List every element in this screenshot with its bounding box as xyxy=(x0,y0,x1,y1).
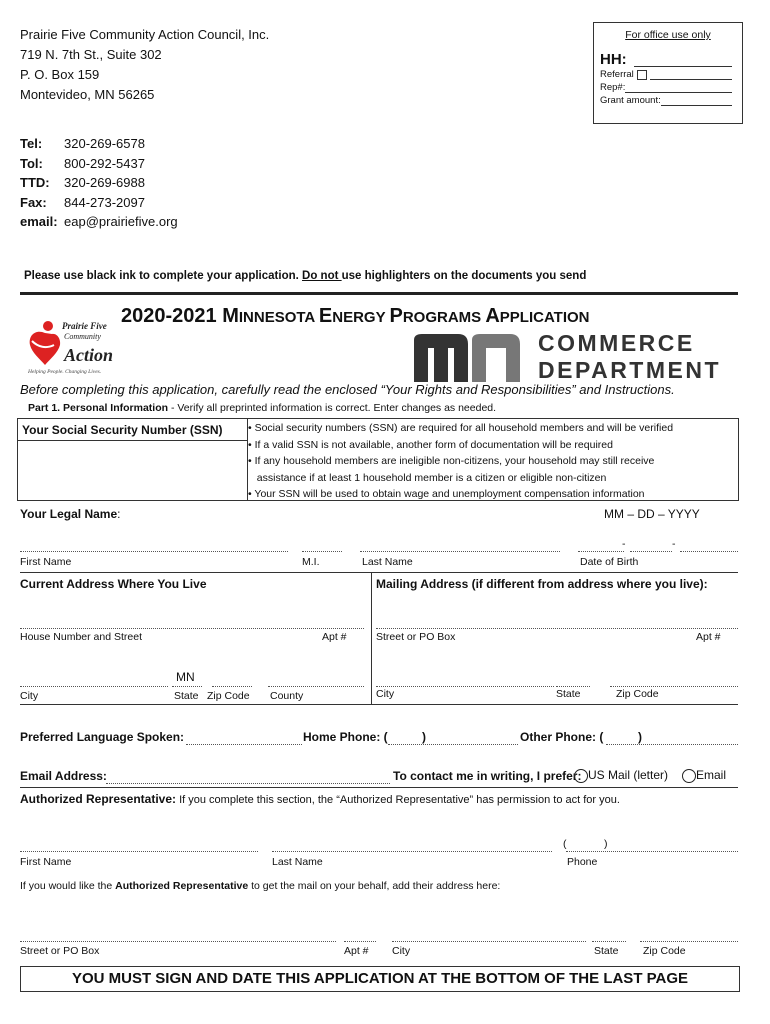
before-completing-text: Before completing this application, carefully read the enclosed “Your Rights and Responsibilities” and Instructions. xyxy=(20,382,675,397)
org-address-line1: 719 N. 7th St., Suite 302 xyxy=(20,47,162,62)
logo-line1: Prairie Five xyxy=(62,321,107,331)
ssn-bullets xyxy=(248,420,673,503)
rep-zip-input[interactable] xyxy=(640,941,738,942)
house-street-input[interactable] xyxy=(20,628,364,629)
header-rule xyxy=(20,292,738,295)
house-street-label: House Number and Street xyxy=(20,631,142,643)
ink-notice: Please use black ink to complete your application. Do not use highlighters on the documents you send xyxy=(24,270,587,282)
email-input[interactable] xyxy=(106,783,390,784)
first-name-input[interactable] xyxy=(20,551,288,552)
us-mail-option[interactable] xyxy=(574,768,668,783)
commerce-department-logo xyxy=(538,330,721,384)
legal-name-label: Your Legal Name: xyxy=(20,507,121,521)
language-label: Preferred Language Spoken: xyxy=(20,730,185,744)
rep-zip-label: Zip Code xyxy=(643,945,686,957)
dob-day-input[interactable] xyxy=(630,551,672,552)
commerce-line1: COMMERCE xyxy=(538,330,695,356)
rep-phone-input[interactable] xyxy=(566,851,738,852)
org-name: Prairie Five Community Action Council, Inc. xyxy=(20,27,270,42)
rep-city-label: City xyxy=(392,945,411,957)
contact-label: email: xyxy=(20,214,58,229)
street-po-label: Street or PO Box xyxy=(376,631,456,643)
home-phone-close: ) xyxy=(422,730,426,744)
rep-last-name-input[interactable] xyxy=(272,851,552,852)
contact-row xyxy=(20,134,178,154)
contact-value: 844-273-2097 xyxy=(64,194,145,210)
ssn-bullet: • Your SSN will be used to obtain wage and unemployment compensation information xyxy=(248,488,645,500)
contact-row xyxy=(20,173,178,193)
us-mail-label: US Mail (letter) xyxy=(588,768,669,782)
office-hh-line xyxy=(634,66,732,67)
dob-label: Date of Birth xyxy=(580,556,639,568)
office-rep: Rep#: xyxy=(600,82,742,93)
ssn-bullet: assistance if at least 1 household member is a citizen or eligible non-citizen xyxy=(256,471,607,484)
ssn-bullet: • If a valid SSN is not available, another form of documentation will be required xyxy=(248,438,613,451)
dob-dash: - xyxy=(672,538,676,550)
contact-value: 800-292-5437 xyxy=(64,155,145,171)
org-address-line2: P. O. Box 159 xyxy=(20,67,100,82)
email-label: Email Address: xyxy=(20,769,107,783)
zip-input[interactable] xyxy=(212,686,252,687)
mailing-apt-label: Apt # xyxy=(696,631,721,643)
first-name-label: First Name xyxy=(20,556,72,568)
referral-checkbox[interactable] xyxy=(637,70,647,80)
language-input[interactable] xyxy=(186,744,302,745)
office-grant: Grant amount: xyxy=(600,95,742,106)
logo-line3: Action xyxy=(64,345,114,365)
zip-label: Zip Code xyxy=(207,690,250,702)
mi-label: M.I. xyxy=(302,556,320,568)
rep-state-input[interactable] xyxy=(592,941,626,942)
org-address xyxy=(20,25,269,105)
other-phone-close: ) xyxy=(638,730,642,744)
contact-value: 320-269-6578 xyxy=(64,136,145,151)
ssn-label: Your Social Security Number (SSN) xyxy=(18,419,247,441)
rep-apt-input[interactable] xyxy=(344,941,376,942)
mailing-city-label: City xyxy=(376,688,395,700)
rep-mail-text: If you would like the Authorized Representative to get the mail on your behalf, add their address here: xyxy=(20,880,501,892)
org-city: Montevideo, MN 56265 xyxy=(20,87,155,102)
rep-phone-open: ( xyxy=(563,838,567,850)
contact-value: 320-269-6988 xyxy=(64,175,145,190)
mi-input[interactable] xyxy=(302,551,342,552)
rep-city-input[interactable] xyxy=(392,941,586,942)
mailing-street-input[interactable] xyxy=(376,628,738,629)
mailing-zip-input[interactable] xyxy=(610,686,738,687)
state-input[interactable] xyxy=(172,686,202,687)
logo-line2: Community xyxy=(64,332,101,341)
contact-label: Fax: xyxy=(20,194,47,210)
mailing-state-label: State xyxy=(556,688,581,700)
address-bottom-rule xyxy=(20,704,738,705)
auth-rep-text: If you complete this section, the “Authorized Representative” has permission to act for you. xyxy=(176,794,620,806)
logo-tagline: Helping People. Changing Lives. xyxy=(28,369,102,375)
last-name-input[interactable] xyxy=(360,551,560,552)
rep-state-label: State xyxy=(594,945,619,957)
state-value: MN xyxy=(176,670,195,684)
rep-first-name-label: First Name xyxy=(20,856,72,868)
home-phone-label: Home Phone: ( xyxy=(303,730,388,744)
prairie-five-logo xyxy=(24,317,124,375)
rep-last-name-label: Last Name xyxy=(272,856,323,868)
county-label: County xyxy=(270,690,304,702)
mailing-state-input[interactable] xyxy=(556,686,590,687)
heart-hands-icon xyxy=(26,319,64,371)
email-option[interactable] xyxy=(682,768,726,783)
rep-phone-close: ) xyxy=(604,838,608,850)
mailing-address-label: Mailing Address (if different from address where you live): xyxy=(376,577,708,591)
rep-street-label: Street or PO Box xyxy=(20,945,100,957)
page-title: 2020-2021 MINNESOTA ENERGY PROGRAMS APPLICATION xyxy=(121,305,590,327)
auth-rep-label: Authorized Representative: xyxy=(20,792,177,806)
office-referral: Referral xyxy=(600,69,742,80)
email-option-label: Email xyxy=(696,768,727,782)
dob-format: MM – DD – YYYY xyxy=(604,507,700,521)
ssn-input[interactable] xyxy=(18,441,247,505)
dob-month-input[interactable] xyxy=(578,551,624,552)
mn-logo-icon xyxy=(414,332,522,382)
rep-street-input[interactable] xyxy=(20,941,336,942)
mailing-zip-label: Zip Code xyxy=(616,688,659,700)
ssn-bullet: • Social security numbers (SSN) are required for all household members and will be verified xyxy=(248,422,674,434)
contact-pref-label: To contact me in writing, I prefer: xyxy=(393,769,582,783)
other-phone-label: Other Phone: ( xyxy=(520,730,604,744)
city-label: City xyxy=(20,690,39,702)
contact-list xyxy=(20,134,178,232)
email-radio[interactable] xyxy=(682,769,696,783)
last-name-label: Last Name xyxy=(362,556,413,568)
part1-heading xyxy=(28,402,496,414)
contact-row xyxy=(20,212,178,232)
dob-dash: - xyxy=(622,538,626,550)
ssn-box xyxy=(17,418,248,501)
part1-note: - Verify all preprinted information is correct. Enter changes as needed. xyxy=(168,402,497,414)
commerce-line2: DEPARTMENT xyxy=(538,357,722,383)
current-address-label: Current Address Where You Live xyxy=(20,577,207,591)
apt-label: Apt # xyxy=(322,631,347,643)
auth-rep-heading xyxy=(20,792,620,806)
office-hh-label: HH: xyxy=(600,51,627,68)
contact-row xyxy=(20,193,178,213)
us-mail-radio[interactable] xyxy=(574,769,588,783)
address-top-rule xyxy=(20,572,738,573)
dob-year-input[interactable] xyxy=(680,551,738,552)
contact-value: eap@prairiefive.org xyxy=(64,214,178,229)
contact-label: Tol: xyxy=(20,155,43,171)
home-phone-input[interactable] xyxy=(388,744,518,745)
office-use-box xyxy=(593,22,743,124)
rep-apt-label: Apt # xyxy=(344,945,369,957)
state-label: State xyxy=(174,690,199,702)
ink-notice-underline: Do not xyxy=(302,270,342,282)
part1-label: Part 1. Personal Information xyxy=(28,402,169,414)
rep-phone-label: Phone xyxy=(567,856,598,868)
city-input[interactable] xyxy=(20,686,168,687)
contact-row xyxy=(20,154,178,174)
contact-label: Tel: xyxy=(20,136,43,151)
email-rule xyxy=(20,787,738,788)
office-use-title: For office use only xyxy=(625,29,711,41)
mailing-city-input[interactable] xyxy=(376,686,554,687)
other-phone-input[interactable] xyxy=(606,744,738,745)
sign-notice: YOU MUST SIGN AND DATE THIS APPLICATION AT THE BOTTOM OF THE LAST PAGE xyxy=(20,966,740,992)
rep-first-name-input[interactable] xyxy=(20,851,258,852)
ssn-bullet: • If any household members are ineligible non-citizens, your household may still receive xyxy=(248,455,655,467)
county-input[interactable] xyxy=(268,686,364,687)
contact-label: TTD: xyxy=(20,175,50,190)
address-divider xyxy=(371,572,372,704)
